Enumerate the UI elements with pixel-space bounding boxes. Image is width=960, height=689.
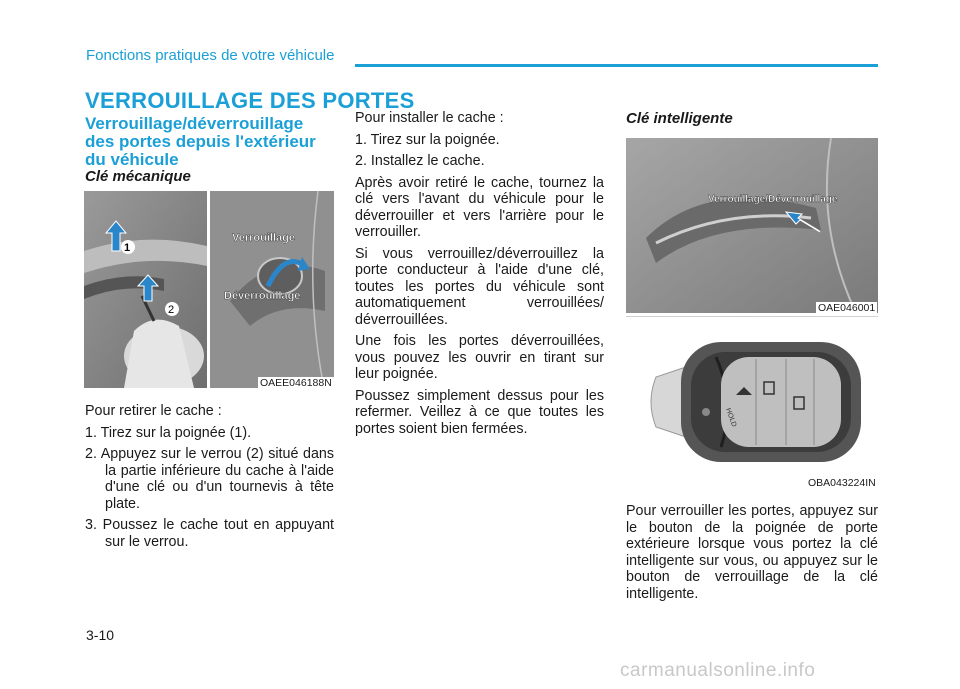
figure-smart-key-fob [626,317,878,488]
para-turn-key: Après avoir retiré le cache, tournez la clé vers l'avant du véhicule pour le déverrouiller et vers l'arrière pour le verrouiller. [355,174,604,240]
para-step-2: 2. Installez le cache. [355,153,485,169]
figure-code-left: OAEE046188N [260,377,332,389]
figure-code-right-1: OAE046001 [818,302,876,314]
para-step-1: 1. Tirez sur la poignée. [355,131,500,148]
figure-smart-handle-photo [626,138,878,313]
label-smart-lock-unlock: Verrouillage/Déverrouillage [708,194,838,205]
para-driver-door: Si vous verrouillez/déverrouillez la porte conducteur à l'aide d'une clé, toutes les portes du véhicule sont automatiquement verrouillées/ déverrouillées. [355,245,604,328]
para-smart-key-lock: Pour verrouiller les portes, appuyez sur le bouton de la poignée de porte extérieure lorsque vous portez la clé intelligente sur vous, ou appuyez sur le bouton de verrouillage de la clé intelligente. [626,503,878,602]
label-unlock: Déverrouillage [224,290,301,302]
step-1: 1. Tirez sur la poignée (1). [85,424,252,441]
label-lock: Verrouillage [232,232,295,244]
para-close-doors: Poussez simplement dessus pour les refermer. Veillez à ce que toutes les portes soient bien fermées. [355,387,604,437]
step-3: 3. Poussez le cache tout en appuyant sur le verrou. [85,517,334,550]
step-2: 2. Appuyez sur le verrou (2) situé dans la partie inférieure du cache à l'aide d'une clé ou d'un tournevis à tête plate. [85,446,334,512]
middle-column-text [355,110,604,442]
section-subtitle: Verrouillage/déverrouillage des portes depuis l'extérieur du véhicule [85,114,316,169]
fob-hold-label: HOLD [724,407,738,428]
left-column-text [85,403,334,555]
right-column-text [626,503,878,607]
callout-2: 2 [168,304,175,316]
page-title: VERROUILLAGE DES PORTES [85,88,415,113]
page-number: 3-10 [86,627,115,643]
para-open-doors: Une fois les portes déverrouillées, vous pouvez les ouvrir en tirant sur leur poignée. [355,333,604,382]
para-install-cover: Pour installer le cache : [355,110,504,126]
figure-code-right-2: OBA043224IN [808,477,876,489]
callout-1: 1 [124,242,131,254]
heading-mechanical-key: Clé mécanique [85,168,191,185]
figure-door-handle-photo [84,191,207,388]
heading-smart-key: Clé intelligente [626,110,733,127]
intro-remove-cover: Pour retirer le cache : [85,403,222,419]
figure-key-cylinder-photo [210,191,334,388]
header-rule [355,64,878,67]
watermark: carmanualsonline.info [620,660,816,681]
section-header: Fonctions pratiques de votre véhicule [86,47,335,64]
